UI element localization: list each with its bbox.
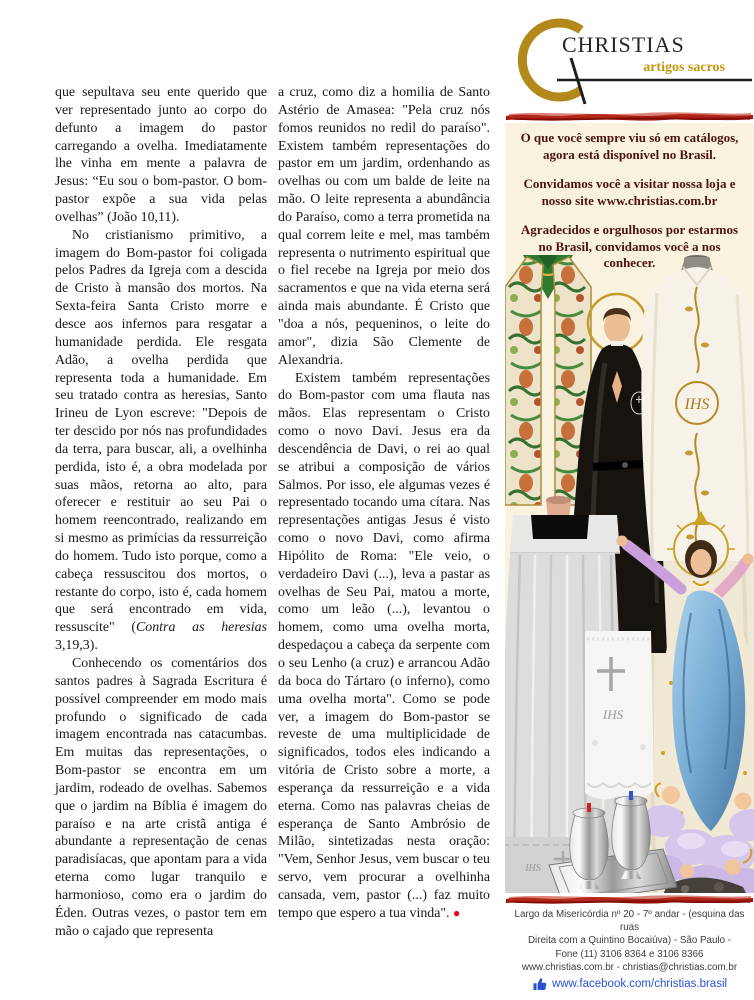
contact-line: Direita com a Quintino Bocaiúva) - São Paulo - bbox=[527, 935, 732, 947]
article-column-1 bbox=[55, 84, 267, 941]
ad-paragraph: Agradecidos e orgulhosos por estarmos no Brasil, convidamos você a nos conhecer. bbox=[520, 222, 739, 270]
brand-name: CHRISTIAS bbox=[562, 32, 685, 57]
facebook-like-icon bbox=[532, 977, 547, 991]
altar-cloth-ihs-embroidery: IHS bbox=[602, 707, 624, 722]
christias-ad bbox=[505, 0, 754, 1000]
article-paragraph: Conhecendo os comentários dos santos padres à Sagrada Escritura é possível compreender em modo mais profundo o significado de cada imagem encontrada nas catacumbas. Em muitas das representações, o Bom-pastor se encontra em um jardim, rodeado de ovelhas. Sabemos que o jardim na Bíblia é imagem do paraíso e na arte cristã antiga é abundante a representação de cenas paradisíacas, que apontam para a vida eterna como lugar tranquilo e harmonioso, como era o jardim do Éden. Outras vezes, o pastor tem em mão o cajado que representa bbox=[55, 656, 267, 939]
article-paragraph: a cruz, como diz a homilia de Santo Astério de Amasea: "Pela cruz nós fomos reunidos no redil do paraíso". Existem também representações do pastor em um jardim, ordenhando as ovelhas ou com um balde de leite na mão. O leite representa a abundância do Paraíso, como a terra prometida na qual correm leite e mel, mas também representa o nutrimento espiritual que o fiel recebe na Igreja por meio dos sacramentos e que na vida eterna será ainda mais abundante. É Cristo que "doa a nós, pequeninos, o leite do amor", dizia São Clemente de Alexandria. bbox=[278, 85, 490, 368]
contact-lines bbox=[505, 908, 754, 974]
ad-copy bbox=[505, 123, 754, 272]
ad-paragraph: Convidamos você a visitar nossa loja e nosso site www.christias.com.br bbox=[523, 176, 736, 208]
red-brush-divider-top bbox=[505, 110, 754, 123]
ad-paragraph: O que você sempre viu só em catálogos, agora está disponível no Brasil. bbox=[520, 130, 739, 162]
products-collage bbox=[505, 253, 754, 893]
article-end-mark: ● bbox=[453, 905, 461, 920]
chasuble-ihs-monogram: IHS bbox=[684, 396, 710, 413]
article-column-2 bbox=[278, 84, 490, 923]
surplice-ihs-embroidery: IHS bbox=[525, 863, 541, 874]
contact-line: Largo da Misericórdia nº 20 - 7º andar - (esquina das ruas bbox=[514, 909, 745, 934]
contact-info bbox=[505, 908, 754, 991]
facebook-row[interactable] bbox=[505, 977, 754, 991]
article-paragraph: Existem também representações do Bom-pastor com uma flauta nas mãos. Elas representam o Cristo como o novo Davi. Jesus era da descendência de Davi, o rei ao qual se atribui a composição de vários Salmos. Por isso, ele algumas vezes é representado tocando uma cítara. Nas representações antigas Jesus é visto como o novo Davi, como afirma Hipólito de Roma: "Ele veio, o verdadeiro Davi (...), leva a pastar as ovelhas de Seu Pai, matou a morte, como um leão (...), levantou o homem, como uma ovelha morta, despedaçou a cabeça da serpente com o seu Lenho (a cruz) e arrancou Adão da boca do Tártaro (o inferno), como uma ovelha morta". Como se pode ver, a imagem do Bom-pastor se reveste de uma multiplicidade de significados, todos eles indicando a vitória de Cristo sobre a morte, a esperança da ressurreição e a vida eterna. Como nas palavras cheias de esperança de Santo Ambrósio de Milão, sintetizadas nesta oração: "Vem, Senhor Jesus, vem buscar o teu servo, vem procurar a ovelhinha cansada, vem, pastor (...) faz muito tempo que espero a tua vinda". ● bbox=[278, 370, 490, 921]
contact-line: www.christias.com.br - christias@christias.com.br bbox=[521, 961, 738, 973]
chasuble-image bbox=[641, 255, 754, 561]
altar-cloth-image bbox=[585, 631, 654, 799]
brand-tagline: artigos sacros bbox=[643, 60, 725, 75]
article-paragraph: No cristianismo primitivo, a imagem do Bom-pastor foi coligada pelos Padres da Igreja com a descida de Cristo à mansão dos mortos. Na Sexta-feira Santa Cristo morre e desce aos infernos para resgatar a humanidade perdida. Ele resgata Adão, a ovelha perdida que representa toda a humanidade. Em seu tratado contra as heresias, Santo Irineu de Lyon escreve: "Depois de ter descido por nós nas profundidades da terra, para buscar, ali, a ovelhinha perdida, isto é, a obra modelada por suas mãos, retorna ao alto, para oferecer e restituir ao seu Pai o homem reencontrado, realizando em si mesmo as primícias da ressurreição do homem. Tudo isto porque, como a cabeça ressuscitou dos mortos, o restante do corpo, isto é, cada homem que será encontrado em vida, ressuscite" (Contra as heresias 3,19,3). bbox=[55, 227, 267, 654]
contact-line: Fone (11) 3106 8364 e 3106 8366 bbox=[555, 948, 704, 960]
facebook-url[interactable]: www.facebook.com/christias.brasil bbox=[551, 978, 728, 991]
red-brush-divider-bottom bbox=[505, 893, 754, 906]
christias-logo bbox=[505, 0, 754, 110]
ad-panel bbox=[505, 123, 754, 893]
article-paragraph: que sepultava seu ente querido que ver representado junto ao corpo do defunto a imagem do pastor carregando a ovelha. Imediatamente lhe vinha em mente a palavra de Jesus: “Eu sou o bom-pastor. O bom-pastor expõe a sua vida pelas ovelhas” (João 10,11). bbox=[55, 85, 267, 225]
